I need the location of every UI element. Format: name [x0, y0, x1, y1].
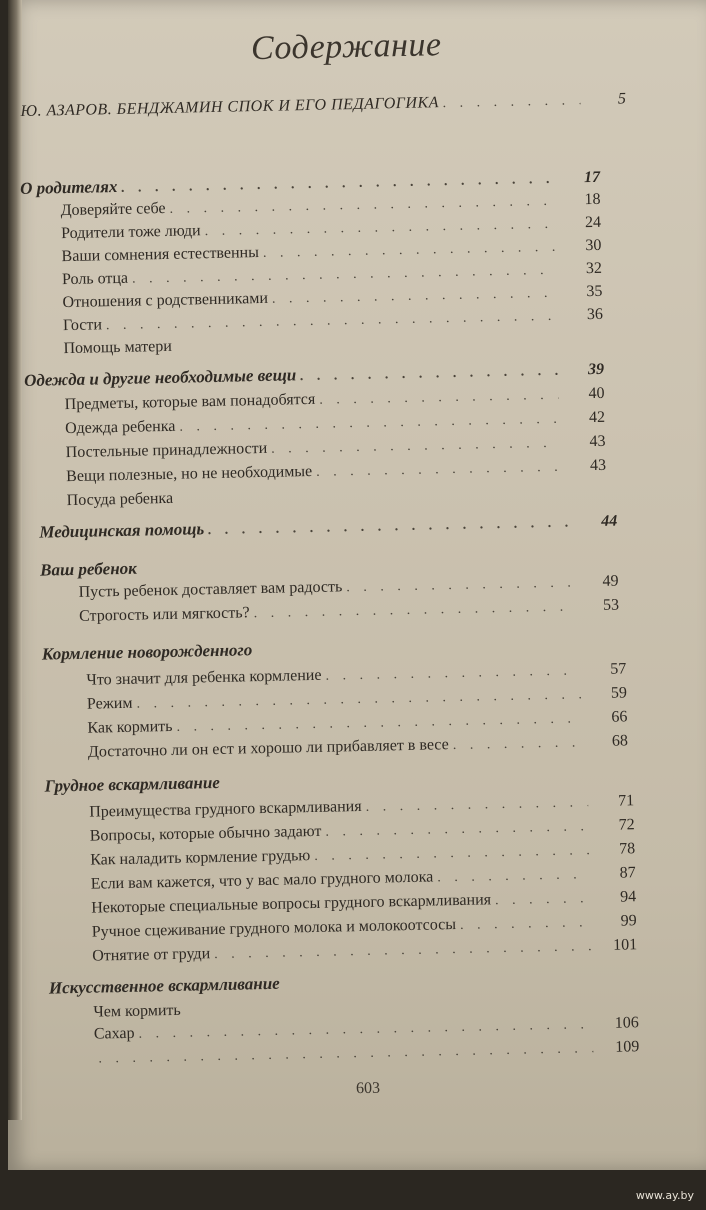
toc-entry-label: Ю. АЗАРОВ. БЕНДЖАМИН СПОК И ЕГО ПЕДАГОГИКА: [20, 94, 440, 120]
toc-item: Как кормить . . . 66: [87, 708, 627, 737]
toc-section: Грудное вскармливание: [44, 772, 221, 796]
toc-content: [8, 0, 706, 1170]
toc-item: Преимущества грудного вскармливания . . . 71: [89, 792, 634, 821]
book-page: [8, 0, 706, 1170]
toc-item: Что значит для ребенка кормление . . . 57: [86, 660, 626, 689]
toc-item: Доверяйте себе . . . 18: [60, 191, 600, 220]
toc-item: Вещи полезные, но не необходимые . . . 43: [66, 457, 606, 486]
toc-item: Роль отца . . . 32: [62, 260, 602, 289]
toc-section: Искусственное вскармливание: [48, 973, 280, 998]
toc-item: Посуда ребенка: [66, 489, 174, 510]
toc-item: Предметы, которые вам понадобятся . . . 40: [65, 385, 605, 414]
leader-dots: [443, 93, 581, 112]
toc-section: Кормление новорожденного: [41, 640, 253, 664]
watermark: www.ay.by: [635, 1189, 694, 1202]
toc-item: Постельные принадлежности . . . 43: [66, 433, 606, 462]
toc-section: Медицинская помощь . . . 44: [39, 511, 617, 543]
toc-item: Некоторые специальные вопросы грудного вскармливания . . . 94: [91, 888, 636, 917]
toc-item: Если вам кажется, что у вас мало грудного молока . . . 87: [91, 864, 636, 893]
toc-item: Ваши сомнения естественны . . . 30: [61, 237, 601, 266]
toc-item: Ручное сцеживание грудного молока и молокоотсосы . . . 99: [92, 912, 637, 941]
toc-item: Строгость или мягкость? . . . 53: [79, 597, 619, 626]
toc-item: Чем кормить: [93, 1001, 181, 1021]
toc-entry-page: 5: [617, 90, 627, 108]
toc-item: Режим . . . 59: [87, 684, 627, 713]
page-number: 603: [355, 1079, 381, 1098]
toc-intro-entry: [20, 90, 626, 121]
toc-item: Родители тоже люди . . . 24: [61, 214, 601, 243]
leader-dots: [208, 516, 571, 540]
toc-item: Вопросы, которые обычно задают . . . 72: [90, 816, 635, 845]
toc-item: Отнятие от груди . . . 101: [92, 936, 637, 965]
toc-item: Одежда ребенка . . . 42: [65, 409, 605, 438]
toc-item: Пусть ребенок доставляет вам радость . . . 49: [78, 573, 618, 602]
toc-item: Достаточно ли он ест и хорошо ли прибавляет в весе . . . 68: [88, 732, 628, 761]
toc-item: Помощь матери: [63, 337, 173, 358]
toc-item: Гости . . . 36: [63, 306, 603, 335]
toc-item: . . . 109: [94, 1038, 639, 1067]
leader-dots: [300, 364, 558, 385]
page-title: Содержание: [250, 26, 442, 68]
toc-section: Ваш ребенок: [39, 558, 137, 580]
toc-section: Одежда и другие необходимые вещи . . . 39: [24, 359, 604, 391]
toc-item: Как наладить кормление грудью . . . 78: [90, 840, 635, 869]
toc-item: Сахар . . . 106: [94, 1014, 639, 1043]
toc-item: Отношения с родственниками . . . 35: [62, 283, 602, 312]
toc-section: О родителях . . . 17: [20, 167, 600, 199]
